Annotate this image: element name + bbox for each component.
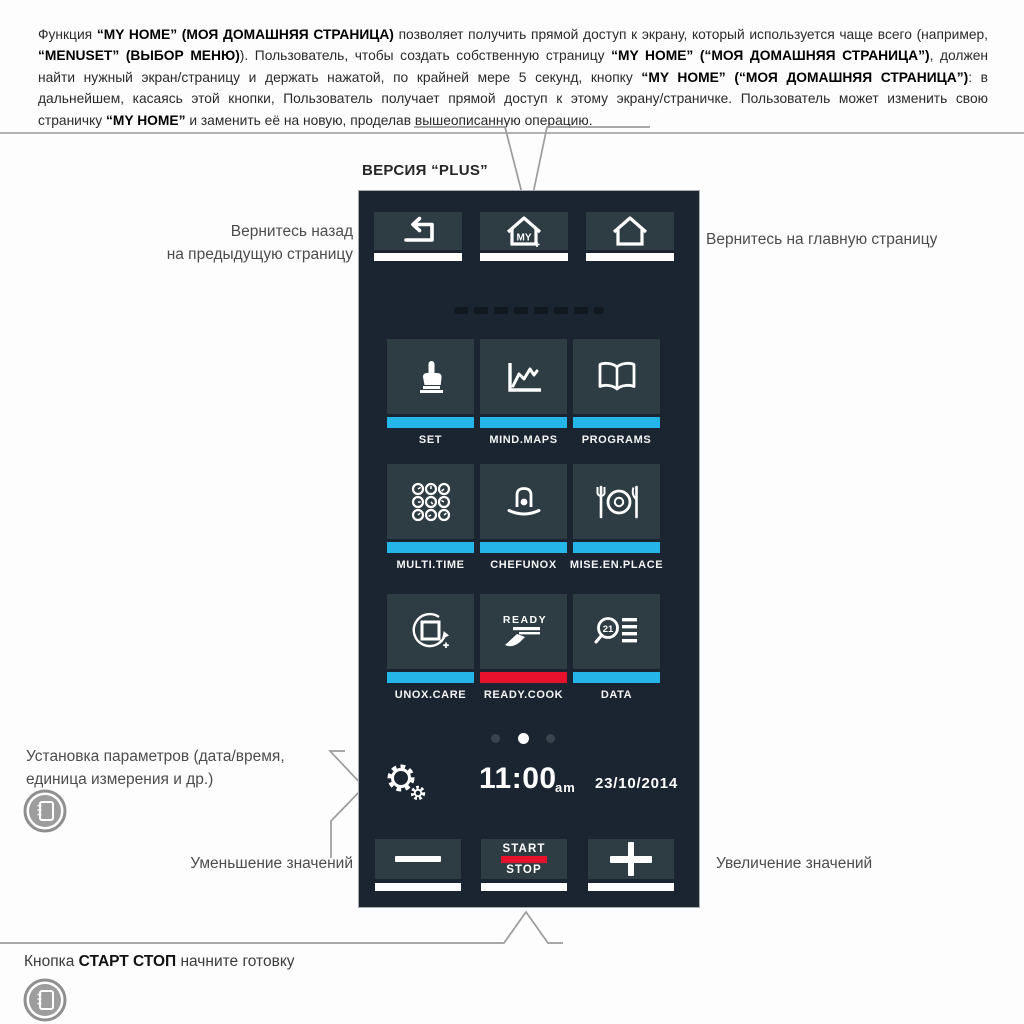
- annotation-settings-line1: Установка параметров (дата/время,: [26, 748, 285, 765]
- meridiem-label: am: [555, 780, 576, 795]
- my-home-house-icon: [499, 213, 549, 249]
- caption-bold: СТАРТ СТОП: [78, 953, 177, 970]
- pager-dot[interactable]: [546, 734, 555, 743]
- intro-text-bold: “MENUSET” (ВЫБОР МЕНЮ): [38, 48, 240, 64]
- annotation-back-line2: на предыдущую страницу: [166, 246, 353, 263]
- settings-button[interactable]: [385, 763, 427, 803]
- minus-icon: [395, 856, 441, 863]
- open-book-icon: [594, 360, 640, 394]
- manual-book-icon: [22, 977, 68, 1023]
- annotation-back-line1: Вернитесь назад: [230, 223, 353, 240]
- annotation-settings-line2: единица измерения и др.): [26, 771, 214, 788]
- accent-bar: [573, 672, 660, 683]
- pager-dot-active[interactable]: [518, 733, 529, 744]
- app-label: READY.COOK: [483, 689, 564, 701]
- caption-prefix: Кнопка: [24, 953, 79, 970]
- app-tile-multi-time[interactable]: [387, 464, 474, 539]
- home-house-icon: [605, 213, 655, 249]
- press-hand-icon: [411, 359, 451, 395]
- app-tile-mise-en-place[interactable]: [573, 464, 660, 539]
- back-button-underline: [374, 253, 462, 261]
- refresh-square-icon: [408, 611, 454, 653]
- manual-book-icon: [22, 788, 68, 834]
- start-stop-button-underline: [481, 883, 567, 891]
- app-label: SET: [418, 434, 443, 446]
- accent-bar: [387, 417, 474, 428]
- home-button[interactable]: [586, 212, 674, 250]
- annotation-settings: [26, 745, 285, 791]
- intro-text-bold: “MY HOME” (МОЯ ДОМАШНЯЯ СТРАНИЦА): [96, 26, 394, 42]
- my-home-button[interactable]: [480, 212, 568, 250]
- intro-paragraph: [38, 24, 988, 132]
- decrease-button-underline: [375, 883, 461, 891]
- accent-bar: [573, 417, 660, 428]
- search-digits: 21: [602, 623, 613, 635]
- accent-bar: [387, 542, 474, 553]
- plate-cutlery-icon: [593, 484, 641, 520]
- chef-hat-icon: [502, 485, 546, 519]
- app-label: CHEFUNOX: [490, 559, 557, 571]
- decrease-button[interactable]: [375, 839, 461, 879]
- app-tile-programs[interactable]: [573, 339, 660, 414]
- app-tile-chefunox[interactable]: [480, 464, 567, 539]
- gears-icon: [385, 763, 427, 803]
- intro-text-bold: “MY HOME” (“МОЯ ДОМАШНЯЯ СТРАНИЦА”): [641, 69, 969, 85]
- accent-bar: [480, 542, 567, 553]
- intro-text: Функция: [38, 26, 97, 42]
- start-label: START: [502, 842, 546, 855]
- oven-touch-panel: [358, 190, 700, 908]
- app-tile-ready-cook[interactable]: [480, 594, 567, 669]
- annotation-decrease: Уменьшение значений: [190, 855, 353, 872]
- intro-text: и заменить её на новую, проделав вышеописанную операцию.: [185, 112, 593, 128]
- app-tile-data[interactable]: [573, 594, 660, 669]
- caption-suffix: начните готовку: [176, 953, 295, 970]
- app-tile-unox-care[interactable]: [387, 594, 474, 669]
- my-badge: MY: [516, 232, 532, 244]
- back-button[interactable]: [374, 212, 462, 250]
- increase-button[interactable]: [588, 839, 674, 879]
- intro-text: позволяет получить прямой доступ к экрану, который используется чаще всего (например,: [393, 26, 988, 42]
- date-display: 23/10/2014: [595, 775, 679, 792]
- app-label: MULTI.TIME: [396, 559, 465, 571]
- line-chart-icon: [502, 359, 546, 395]
- intro-text: : в дальнейшем, касаясь этой кнопки, Пользователь получает прямой доступ к этому экрану/страничке. Пользователь может изменить свою страничку: [38, 69, 988, 128]
- app-label: MIND.MAPS: [489, 434, 558, 446]
- intro-text-bold: “MY HOME”: [106, 112, 186, 128]
- top-divider: [0, 132, 1024, 134]
- version-label: ВЕРСИЯ “PLUS”: [362, 162, 488, 179]
- my-home-button-underline: [480, 253, 568, 261]
- app-label: MISE.EN.PLACE: [569, 559, 664, 571]
- app-tile-set[interactable]: [387, 339, 474, 414]
- intro-text-bold: “MY HOME” (“МОЯ ДОМАШНЯЯ СТРАНИЦА”): [611, 48, 930, 64]
- app-label: PROGRAMS: [581, 434, 652, 446]
- app-label: UNOX.CARE: [394, 689, 467, 701]
- app-label: DATA: [600, 689, 633, 701]
- intro-text: ). Пользователь, чтобы создать собственную страницу: [239, 48, 612, 64]
- accent-bar-red: [480, 672, 567, 683]
- start-stop-stack: [501, 843, 547, 876]
- accent-bar: [480, 417, 567, 428]
- start-stop-red-bar: [501, 856, 547, 863]
- intro-text: , должен найти нужный экран/страницу и держать нажатой, по крайней мере 5 секунд, кнопку: [38, 48, 988, 85]
- accent-bar: [573, 542, 660, 553]
- annotation-back: [167, 220, 353, 266]
- annotation-increase: Увеличение значений: [716, 855, 873, 872]
- start-stop-caption: [24, 953, 295, 971]
- clock-grid-icon: [410, 481, 452, 523]
- pager-dot[interactable]: [491, 734, 500, 743]
- faded-screen-text: [454, 307, 604, 314]
- start-stop-button[interactable]: [481, 839, 567, 879]
- ready-text: READY: [502, 613, 547, 626]
- increase-button-underline: [588, 883, 674, 891]
- stop-label: STOP: [506, 863, 542, 876]
- home-button-underline: [586, 253, 674, 261]
- time-display: 11:00: [479, 762, 557, 795]
- plus-icon: [610, 841, 652, 877]
- annotation-home: Вернитесь на главную страницу: [706, 231, 938, 248]
- search-list-icon: [593, 615, 641, 649]
- hand-tray-icon: [497, 612, 551, 652]
- app-tile-mind-maps[interactable]: [480, 339, 567, 414]
- return-arrow-icon: [395, 216, 441, 246]
- accent-bar: [387, 672, 474, 683]
